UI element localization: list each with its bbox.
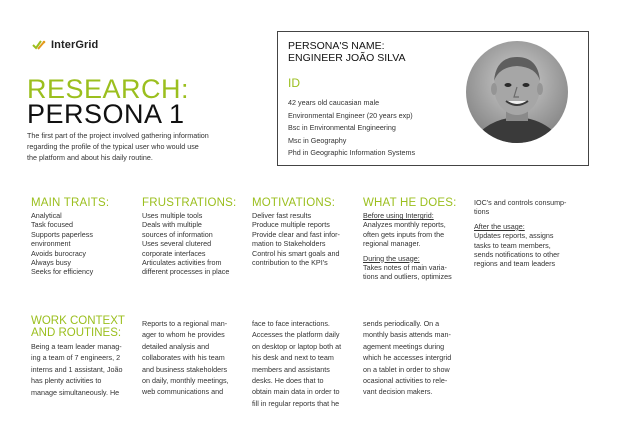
main-traits-title: MAIN TRAITS: [31, 197, 110, 209]
paragraph-line: fill in regular reports that he [252, 398, 340, 408]
paragraph-line: sends periodically. On a [363, 319, 440, 328]
page-title-line1: RESEARCH: [27, 74, 190, 104]
paragraph-line: agement meetings during [363, 341, 445, 351]
list-item: Seeks for efficiency [31, 267, 94, 277]
list-item: Deliver fast results [252, 211, 312, 220]
paragraph-line: vant decision makers. [363, 387, 433, 397]
list-item: Uses multiple tools [142, 211, 203, 220]
paragraph-line: collaborates with his team [142, 353, 225, 363]
logo-text: InterGrid [51, 39, 99, 51]
list-item: Updates reports, assigns [474, 231, 554, 241]
paragraph-line: has plenty activities to [31, 376, 102, 386]
paragraph-line: web communications and [142, 387, 224, 397]
paragraph-line: obtain main data in order to [252, 387, 340, 397]
work-context-title [31, 315, 125, 339]
work-context-col1 [31, 341, 123, 398]
id-line: 42 years old caucasian male [288, 98, 380, 107]
what-he-does-list [363, 211, 452, 282]
intro-line: The first part of the project involved gathering information [27, 131, 209, 140]
frustrations-list [142, 211, 229, 277]
paragraph-line: on daily, monthly meetings, [142, 376, 229, 386]
list-item: Provide clear and fast infor- [252, 229, 340, 239]
motivations-title: MOTIVATIONS: [252, 197, 336, 209]
list-item: tasks to team members, [474, 240, 551, 250]
list-item: Analytical [31, 211, 62, 220]
paragraph-line: Being a team leader manag- [31, 342, 122, 351]
work-context-col4 [363, 318, 451, 398]
list-item: tions [474, 207, 490, 217]
work-context-title-line2: AND ROUTINES: [31, 327, 122, 339]
list-item: Uses several clutered [142, 239, 212, 249]
id-details [288, 97, 415, 160]
during-label: During the usage: [363, 253, 420, 263]
list-item: environment [31, 239, 71, 249]
what-he-does-title: WHAT HE DOES: [363, 197, 457, 209]
list-item: Takes notes of main varia- [363, 263, 447, 273]
paragraph-line: on a tablet in order to show [363, 364, 450, 374]
id-line: Msc in Geography [288, 135, 347, 145]
id-line: Bsc in Environmental Engineering [288, 123, 396, 132]
paragraph-line: desks. He does that to [252, 376, 324, 386]
list-item: Supports paperless [31, 229, 93, 239]
intro-line: regarding the profile of the typical user who would use [27, 141, 199, 151]
list-item: sends notifications to other [474, 250, 560, 260]
list-item: different processes in place [142, 267, 230, 277]
list-item: regional manager. [363, 239, 421, 249]
list-item: Avoids burocracy [31, 248, 86, 258]
paragraph-line: Accesses the platform daily [252, 330, 340, 340]
list-item: IOC's and controls consump- [474, 198, 567, 207]
intergrid-logo-icon [32, 39, 46, 51]
paragraph-line: and business stakeholders [142, 364, 228, 374]
paragraph-line: his desk and next to team [252, 353, 334, 363]
paragraph-line: monthly basis attends man- [363, 330, 451, 340]
main-traits-list [31, 211, 93, 277]
id-line: Environmental Engineer (20 years exp) [288, 110, 413, 120]
id-line: Phd in Geographic Information Systems [288, 148, 416, 157]
list-item: often gets inputs from the [363, 229, 445, 239]
paragraph-line: members and assistants [252, 364, 330, 374]
paragraph-line: ager to whom he provides [142, 330, 225, 340]
page-title-line2: PERSONA 1 [27, 99, 185, 129]
paragraph-line: detailed analysis and [142, 341, 210, 351]
list-item: Deals with multiple [142, 220, 202, 230]
list-item: regions and team leaders [474, 259, 556, 269]
persona-name: ENGINEER JOÃO SILVA [288, 52, 406, 64]
persona-photo [466, 41, 568, 143]
motivations-list [252, 211, 340, 267]
paragraph-line: on desktop or laptop both at [252, 341, 342, 351]
list-item: Always busy [31, 258, 71, 268]
list-item: corporate interfaces [142, 248, 206, 258]
paragraph-line: interns and 1 assistant, João [31, 364, 123, 374]
list-item: contribution to the KPI's [252, 258, 328, 268]
what-he-does-continued [474, 198, 566, 269]
paragraph-line: ing a team of 7 engineers, 2 [31, 353, 121, 363]
list-item: Task focused [31, 220, 73, 230]
work-context-col2 [142, 318, 229, 398]
after-label: After the usage: [474, 221, 525, 231]
work-context-title-line1: WORK CONTEXT [31, 315, 125, 327]
frustrations-title: FRUSTRATIONS: [142, 197, 237, 209]
list-item: Control his smart goals and [252, 248, 340, 258]
persona-name-label: PERSONA'S NAME: [288, 40, 385, 52]
list-item: Articulates activities from [142, 258, 222, 268]
list-item: mation to Stakeholders [252, 239, 326, 249]
list-item: sources of information [142, 229, 213, 239]
paragraph-line: manage simultaneously. He [31, 387, 120, 397]
before-label: Before using Intergrid: [363, 211, 434, 220]
paragraph-line: face to face interactions. [252, 319, 330, 328]
logo [32, 39, 98, 51]
paragraph-line: which he accesses intergrid [363, 353, 452, 363]
intro-paragraph [27, 131, 252, 163]
list-item: tions and outliers, optimizes [363, 272, 452, 282]
list-item: Produce multiple reports [252, 220, 330, 230]
id-label: ID [288, 76, 300, 90]
work-context-col3 [252, 318, 341, 409]
intro-line: the platform and about his daily routine. [27, 152, 153, 162]
paragraph-line: ocasional activities to rele- [363, 376, 448, 386]
list-item: Analyzes monthly reports, [363, 220, 446, 230]
paragraph-line: Reports to a regional man- [142, 319, 228, 328]
